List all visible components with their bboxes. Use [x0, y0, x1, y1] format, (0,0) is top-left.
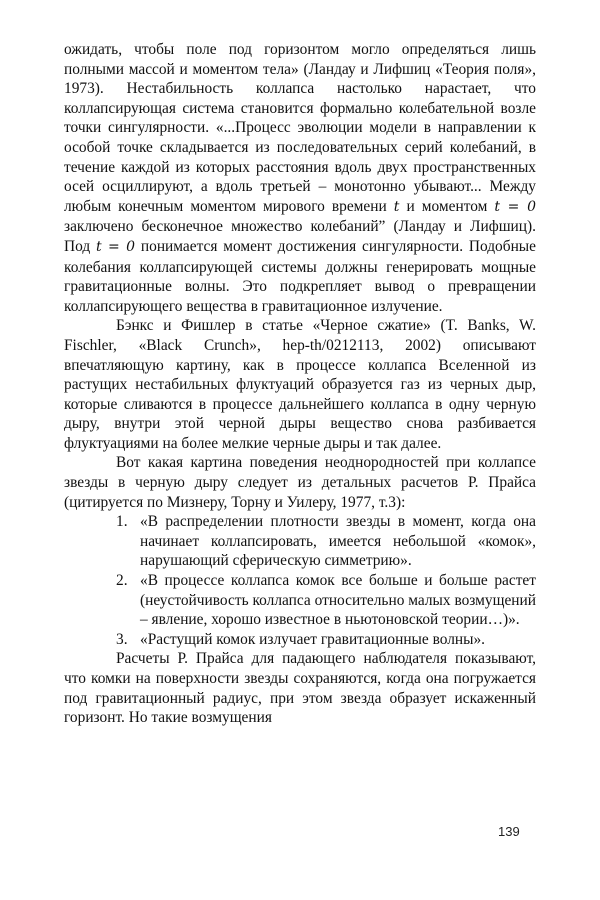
list-item-text: «В распределении плотности звезды в момент, когда она начинает коллапсировать, имеется небольшой «комок», нарушающий сферическую симметрию».	[140, 513, 536, 570]
math-t-zero: t = 0	[96, 238, 136, 255]
math-t: t	[393, 198, 400, 215]
paragraph-price-intro: Вот какая картина поведения неоднородностей при коллапсе звезды в черную дыру следует из детальных расчетов Р. Прайса (цитируется по Мизнеру, Торну и Уилеру, 1977, т.3):	[64, 454, 536, 511]
list-number: 2.	[116, 572, 128, 590]
quote-list	[64, 512, 536, 649]
page-body	[64, 40, 536, 728]
page-number: 139	[498, 824, 520, 839]
list-number: 1.	[116, 513, 128, 531]
paragraph-text: понимается момент достижения сингулярности. Подобные колебания коллапсирующей системы должны генерировать мощные гравитационные волны. Это подкрепляет вывод о превращении коллапсирующего вещества в гравитационное излучение.	[64, 237, 536, 315]
list-number: 3.	[116, 630, 128, 648]
list-item-text: «В процессе коллапса комок все больше и больше растет (неустойчивость коллапса относительно малых возмущений – явление, хорошо известное в ньютоновской теории…)».	[140, 572, 536, 629]
list-item	[64, 571, 536, 630]
list-item	[64, 630, 536, 650]
math-t-zero: t = 0	[494, 198, 536, 215]
list-item-text: «Растущий комок излучает гравитационные волны».	[140, 630, 486, 648]
paragraph-banks-fischler: Бэнкс и Фишлер в статье «Черное сжатие» (T. Banks, W. Fischler, «Black Crunch», hep-th/0212113, 2002) описывают впечатляющую картину, как в процессе коллапса Вселенной из растущих нестабильных флуктуаций образуется газ из черных дыр, которые сливаются в процессе дальнейшего коллапса в одну черную дыру, внутри этой черной дыры вещество снова разбивается флуктуациями на более мелкие черные дыры и так далее.	[64, 317, 536, 452]
list-item	[64, 512, 536, 571]
paragraph-text: ожидать, чтобы поле под горизонтом могло определяться лишь полными массой и моментом тела» (Ландау и Лифшиц «Теория поля», 1973). Нестабильность коллапса настолько нарастает, что коллапсирующая система становится формально колебательной возле точки сингулярности. «...Процесс эволюции модели в направлении к особой точке складывается из последовательных серий колебаний, в течение каждой из которых расстояния вдоль двух пространственных осей осциллируют, а вдоль третьей – монотонно убывают... Между любым конечным моментом мирового времени	[64, 41, 536, 215]
paragraph-price-results: Расчеты Р. Прайса для падающего наблюдателя показывают, что комки на поверхности звезды сохраняются, когда она погружается под гравитационный радиус, при этом звезда образует искаженный горизонт. Но такие возмущения	[64, 650, 536, 727]
paragraph-text: заключено бесконечное множество колебаний” (Ландау и Лифшиц). Под	[64, 218, 536, 255]
paragraph-landau	[64, 40, 536, 316]
paragraph-text: и моментом	[399, 197, 495, 215]
